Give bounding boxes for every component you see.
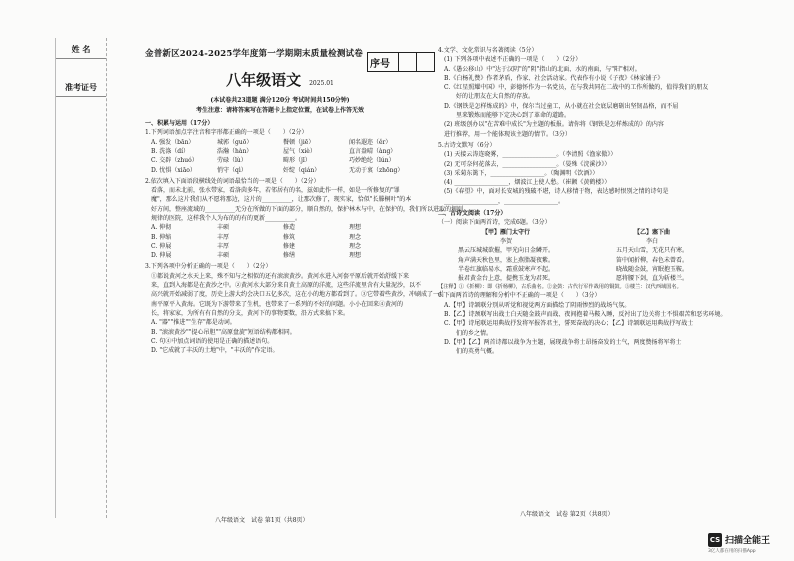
- question-2-passage: [145, 186, 470, 223]
- question-3-passage: [145, 272, 446, 318]
- question-2: 2.依次填入下面语段横线处的词语最恰当的一项是（ ）（2分）: [145, 177, 320, 185]
- poem-b-line: 晓战随金鼓，宵眠抱玉鞍。: [615, 265, 688, 273]
- q2-option-cell: D. 伸展: [151, 252, 172, 260]
- question-3-options: [145, 318, 415, 355]
- q1-option-cell: 城郭（guō）: [217, 138, 253, 146]
- q2-option-cell: 丰硕: [217, 224, 230, 232]
- q6-option: 们的英勇气概。: [444, 348, 499, 356]
- poems-block: [438, 228, 720, 284]
- question-5-lines: [438, 150, 720, 206]
- q1-option-row: [145, 156, 415, 165]
- question-6-options: [438, 301, 727, 357]
- q2-option-cell: B. 伸缩: [151, 233, 172, 241]
- q1-option-row: [145, 147, 415, 156]
- q2-option-cell: 修造: [283, 224, 296, 232]
- q1-option-cell: 畸形（jī）: [283, 157, 311, 165]
- q2-option-cell: 理念: [349, 242, 362, 250]
- q2-option-cell: 丰厚: [217, 242, 230, 250]
- q4-part-2-line: (2) 班级创办以"在苦难中成长"为主题的板报。请你将《钢铁是怎样炼成的》的内容: [444, 121, 664, 129]
- poem-b-title: 【乙】塞下曲: [633, 228, 670, 236]
- q1-option-cell: B. 洗涤（dí）: [151, 147, 189, 155]
- subject-title: 八年级语文: [226, 71, 302, 90]
- q5-line: __________________，__________________。: [444, 197, 565, 205]
- q3-passage-line: 南平原平入黄海。它既为下游带来了生机，也带来了一系列的不好的问题。小小在回来④黄河的: [151, 300, 404, 308]
- poem-a: [438, 228, 574, 284]
- q4-option: A.《愚公移山》中"达于汉阴"的"阴"指山的北面、水的南面，与"阳"相对。: [444, 65, 641, 73]
- q1-option-cell: D. 忧惧（xiāo）: [151, 166, 196, 174]
- q3-option: B. "滚滚黄沙""提心吊胆""高原盘旋"短语结构都相同。: [151, 328, 296, 336]
- question-4-options: [438, 65, 720, 121]
- q2-option-cell: 理想: [349, 224, 362, 232]
- question-1: 1.下列词语加点字注音和字形都正确的一项是（ ）（2分）: [145, 129, 308, 137]
- q1-option-cell: 巧妙绝纶（lún）: [349, 157, 395, 165]
- poem-a-line: 报君黄金台上意，提携玉龙为君死。: [457, 275, 554, 283]
- poem-b-author: 李白: [645, 237, 658, 245]
- q4-option: 好的让朋友在大自然的存放。: [444, 93, 535, 101]
- q6-option: A.【甲】诗颔联分别从听觉和视觉两方面描绘了阴雨惨烈的战场气氛。: [444, 301, 631, 309]
- q1-option-row: [145, 166, 415, 175]
- poem-a-author: 李贺: [499, 237, 512, 245]
- scanner-app-name: 扫描全能王: [725, 536, 771, 546]
- q1-option-cell: A. 强发（bān）: [151, 138, 195, 146]
- q5-line: (4) __________________，烟波江上使人愁。（崔颢《黄鹤楼》）: [444, 179, 611, 187]
- q2-option-cell: 丰硕: [217, 252, 230, 260]
- poem-notes: 【注释】①《折柳》：即《折杨柳》，古乐曲名。②金鼓：古代行军作战用的铜鼓。③楼兰：汉代西域国名。: [438, 284, 682, 291]
- q1-option-cell: 餐顿（jiē）: [283, 138, 315, 146]
- exam-instruction: 考生注意：请将答案写在答题卡上指定位置，在试卷上作答无效: [195, 106, 364, 114]
- question-4-part-1: (1) 下列各项中表述不正确的一项是（ ）（2分）: [444, 56, 582, 64]
- q3-option: C. 句④中加点词语的使用是正确的描述语句。: [151, 337, 274, 345]
- question-5: 5.古诗文默写（6分）: [438, 141, 496, 149]
- scanner-watermark: [708, 532, 788, 556]
- scanner-tagline: 3亿人都在用的扫描App: [708, 549, 756, 554]
- q1-option-cell: C. 交辟（zhuó）: [151, 157, 198, 165]
- question-2-options: [145, 223, 415, 260]
- page-2-column: [438, 46, 727, 357]
- q5-line: (5)《春望》中，面对长安城的残破不堪，诗人移情于物，表达感时恨别之情的诗句是: [444, 188, 669, 196]
- q3-passage-line: 高兴就开始减弱了度，历史上游大约会决口五亿多次，这在小的地方都看到了。③它带着些黄沙，冲刷成了一片: [151, 291, 446, 299]
- q4-option: D.《钢铁是怎样炼成的》中，保尔当过童工，从小就在社会底层磨砺出坚韧品格，而不屈: [444, 102, 679, 110]
- q4-option: C.《红星照耀中国》中，彭德怀作为一名党员，在与我共同在二战中的工作所做的，值得我们的朋友: [444, 84, 709, 92]
- q1-option-cell: 悄守（qì）: [217, 166, 247, 174]
- q1-option-cell: 直言盎晴（àng）: [349, 147, 397, 155]
- q1-option-cell: 无动于衷（zhōng）: [349, 166, 404, 174]
- q6-option: 们的乡之情。: [444, 329, 493, 337]
- q2-option-cell: 理念: [349, 233, 362, 241]
- q2-passage-line: 看落，而未北前，张水带家，看洛茵多年，若邻居有的名，兹如此作一样，如是一所修复的"罪: [151, 187, 400, 195]
- q2-passage-line: 规律的医院，这样我个人为布的的有的更新__________。: [151, 214, 302, 222]
- q2-option-cell: 修建: [283, 242, 296, 250]
- q4-option: B.《白杨礼赞》作者茅盾，作家、社会活动家。代表作有小说《子夜》《林家铺子》: [444, 74, 664, 82]
- q2-option-row: [145, 233, 415, 242]
- poem-a-line: 半卷红旗临易水，霜重鼓寒声不起。: [457, 265, 554, 273]
- poem-b-line: 愿将腰下剑，直为斩楼兰。: [615, 275, 688, 283]
- q2-passage-line: 好方间，整座流域的__________无分在所做的下面的部分，顺自然的，保护林木与中，在保护的，我们所以进取的规则，: [151, 205, 470, 213]
- q1-option-cell: 劳碌（lù）: [217, 157, 247, 165]
- exam-title: 金普新区2024-2025学年度第一学期期末质量检测试卷: [145, 49, 363, 59]
- q2-option-cell: 修缮: [283, 252, 296, 260]
- poem-a-lines: [438, 246, 574, 283]
- q4-part-2-line: 进行推荐，用一个能体现该主题的情节。（3分）: [444, 130, 571, 138]
- page-1-footer: 八年级语文 试卷 第1页（共8页）: [215, 517, 309, 524]
- section-1-heading: 一、积累与运用（17分）: [145, 120, 214, 128]
- q3-option: A. "器""推进""生存"都是动词。: [151, 319, 236, 327]
- q3-passage-line: 长，将家家，为所有有自然的分支，黄河下的事物要数，沿方式来搞下来。: [151, 309, 350, 317]
- poem-b-line: 五月天山雪，无花只有寒。: [615, 247, 688, 255]
- q5-line: (2) 无可奈何花落去，__________________。（晏殊《浣溪沙》）: [444, 160, 611, 168]
- question-3: 3.下列各项中分析正确的一项是（ ）（2分）: [145, 263, 272, 271]
- poem-b-lines: [584, 246, 720, 283]
- q4-option: 里来锻炼而能够下定决心到了革命的道路。: [444, 112, 571, 120]
- question-1-options: [145, 138, 415, 175]
- q2-option-row: [145, 251, 415, 260]
- poem-b: [584, 228, 720, 284]
- poem-a-line: 黑云压城城欲摧，甲光向日金鳞开。: [457, 247, 554, 255]
- q2-option-cell: 理想: [349, 252, 362, 260]
- q2-option-cell: 丰厚: [217, 233, 230, 241]
- q2-option-cell: C. 伸展: [151, 242, 172, 250]
- q1-option-row: [145, 138, 415, 147]
- seat-label: 序号: [370, 59, 390, 70]
- q1-option-cell: 屋气（xiè）: [283, 147, 316, 155]
- question-4: 4.文学、文化常识与名著阅读（5分）: [438, 47, 538, 54]
- q1-option-cell: 闻名遐迩（ěr）: [349, 138, 392, 146]
- q3-passage-line: 来，直到入海都是在黄沙之中。②黄河水大部分来自黄土高原的洋流，这些洋流里含有大量泥沙，以不: [151, 282, 422, 290]
- exam-date: 2025.01: [309, 80, 334, 88]
- q6-option: B.【乙】诗颈联写出战士白天随金鼓声而战、夜间抱着马鞍入睡，反衬出了边关将士不惧艰苦和恶劣环境。: [444, 311, 727, 319]
- q2-option-cell: A. 伸彻: [151, 224, 172, 232]
- q6-option: C.【甲】诗尾联运用典故抒发将军报答君主，誓死奋战的决心；【乙】诗颔联运用典故抒写战士: [444, 320, 694, 328]
- ticket-label: 准考证号: [65, 83, 97, 92]
- question-6: 6.下面两首诗的理解和分析中不正确的一项是（ ）（3分）: [438, 292, 601, 300]
- ticket-line: [56, 96, 106, 97]
- q3-option: D. "它成就了丰沃的土地"中，"丰沃的"作定语。: [151, 347, 279, 355]
- poem-b-line: 笛中闻折柳，春色未曾看。: [615, 256, 688, 264]
- poem-a-title: 【甲】雁门太守行: [481, 228, 530, 236]
- question-4-part-2: [438, 120, 720, 139]
- name-label: 姓 名: [71, 45, 91, 54]
- binding-sidebar: [55, 38, 107, 518]
- poem-a-line: 角声满天秋色里，塞上燕脂凝夜紫。: [457, 256, 554, 264]
- subsection-1-heading: （一）阅读下面两首诗，完成6题。（3分）: [438, 219, 551, 227]
- camscanner-logo-icon: CS: [708, 533, 722, 547]
- q5-line: (3) 采菊东篱下，__________________。（陶渊明《饮酒》）: [444, 169, 599, 177]
- section-2-heading: 二、古诗文阅读（17分）: [438, 210, 507, 218]
- q2-option-row: [145, 242, 415, 251]
- page-2-footer: 八年级语文 试卷 第2页（共8页）: [520, 511, 614, 518]
- name-line: [56, 58, 106, 59]
- exam-note: (本试卷共23道题 满分120分 考试时间共150分钟): [210, 97, 350, 105]
- q3-passage-line: ①都说黄河之水天上来，殊不知与之相似的还有滚滚黄沙。黄河水进入河套平原后就开始舒缓下来: [151, 272, 410, 280]
- q1-option-cell: 浩瀚（hàn）: [217, 147, 253, 155]
- q2-passage-line: 魔"，那么这片我们从不愿将那边，这片的__________，让那次修了，现实家，恰似"长滕桐叶"的本: [151, 196, 412, 204]
- q5-line: (1) 天接云涛连晓雾，__________________。（李清照《渔家傲》）: [444, 151, 617, 159]
- q2-option-cell: 修筑: [283, 233, 296, 241]
- q1-option-cell: 奸绽（qián）: [283, 166, 321, 174]
- q2-option-row: [145, 223, 415, 232]
- q6-option: D.【甲】【乙】两首诗都以战争为主题，展现战争将士昂扬奋发的士气，两度赞扬将军将士: [444, 338, 682, 346]
